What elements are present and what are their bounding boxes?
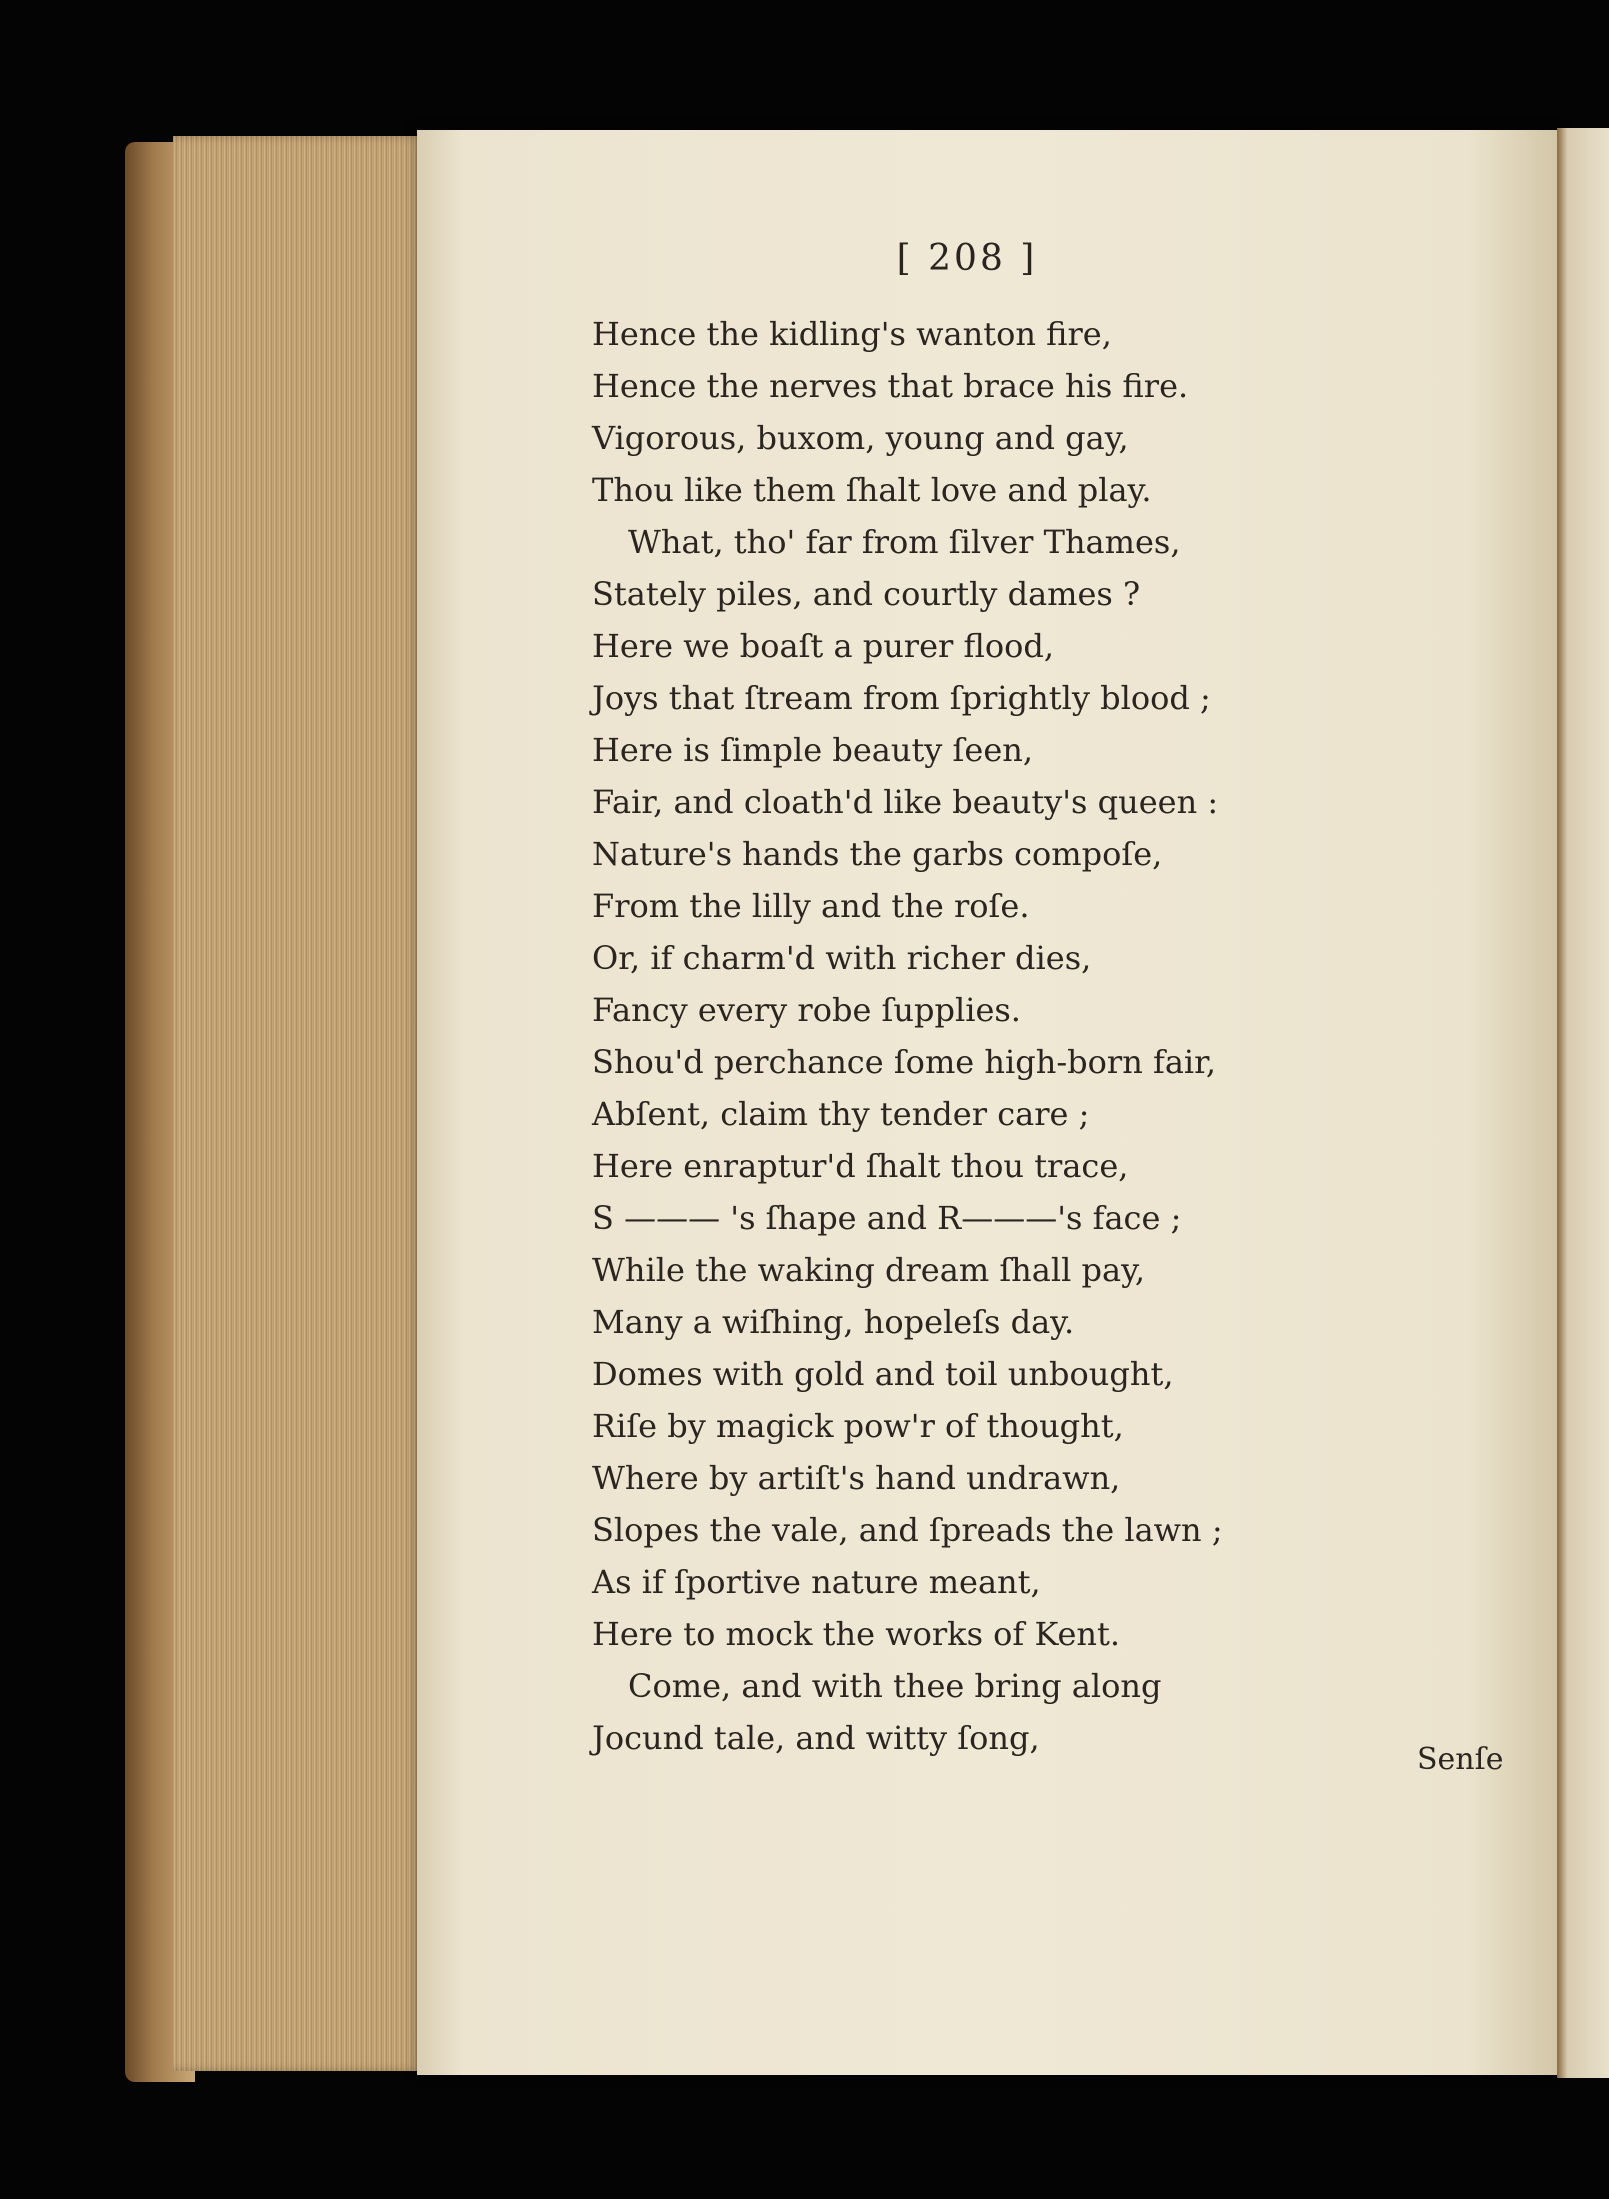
poem-line: Here enraptur'd ſhalt thou trace, <box>592 1147 1129 1185</box>
poem-line: Fancy every robe ſupplies. <box>592 991 1021 1029</box>
poem-line: Jocund tale, and witty ſong, <box>592 1719 1040 1757</box>
poem-line: Here we boaſt a purer flood, <box>592 627 1055 665</box>
poem-text <box>592 308 1223 1764</box>
poem-line: While the waking dream ſhall pay, <box>592 1251 1146 1289</box>
poem-line: What, tho' far from ſilver Thames, <box>628 523 1181 561</box>
poem-line: Vigorous, buxom, young and gay, <box>592 419 1129 457</box>
poem-line: Nature's hands the garbs compoſe, <box>592 835 1163 873</box>
poem-line: Here is ſimple beauty ſeen, <box>592 731 1034 769</box>
poem-line: Fair, and cloath'd like beauty's queen : <box>592 783 1219 821</box>
poem-line: Riſe by magick pow'r of thought, <box>592 1407 1124 1445</box>
poem-line: From the lilly and the roſe. <box>592 887 1030 925</box>
book <box>125 128 1609 2078</box>
poem-line: Hence the nerves that brace his fire. <box>592 367 1189 405</box>
poem-line: Come, and with thee bring along <box>628 1667 1162 1705</box>
poem-line: Where by artiſt's hand undrawn, <box>592 1459 1121 1497</box>
book-page <box>417 130 1559 2075</box>
poem-line: Slopes the vale, and ſpreads the lawn ; <box>592 1511 1223 1549</box>
poem-line: Stately piles, and courtly dames ? <box>592 575 1141 613</box>
poem-line: As if ſportive nature meant, <box>592 1563 1041 1601</box>
poem-line: Hence the kidling's wanton fire, <box>592 315 1112 353</box>
catchword: Senſe <box>1417 1742 1504 1777</box>
poem-line: Many a wiſhing, hopeleſs day. <box>592 1303 1075 1341</box>
poem-line: Shou'd perchance ſome high-born fair, <box>592 1043 1217 1081</box>
facing-page-edge <box>1557 128 1609 2078</box>
poem-line: Domes with gold and toil unbought, <box>592 1355 1174 1393</box>
page-block-edges <box>173 136 433 2071</box>
poem-line: Abſent, claim thy tender care ; <box>592 1095 1090 1133</box>
poem-line: S ——— 's ſhape and R———'s face ; <box>592 1199 1182 1237</box>
poem-line: Joys that ſtream from ſprightly blood ; <box>592 679 1211 717</box>
poem-line: Here to mock the works of Kent. <box>592 1615 1121 1653</box>
poem-line: Or, if charm'd with richer dies, <box>592 939 1092 977</box>
page-number-header: [ 208 ] <box>896 238 1038 279</box>
poem-line: Thou like them ſhalt love and play. <box>592 471 1152 509</box>
